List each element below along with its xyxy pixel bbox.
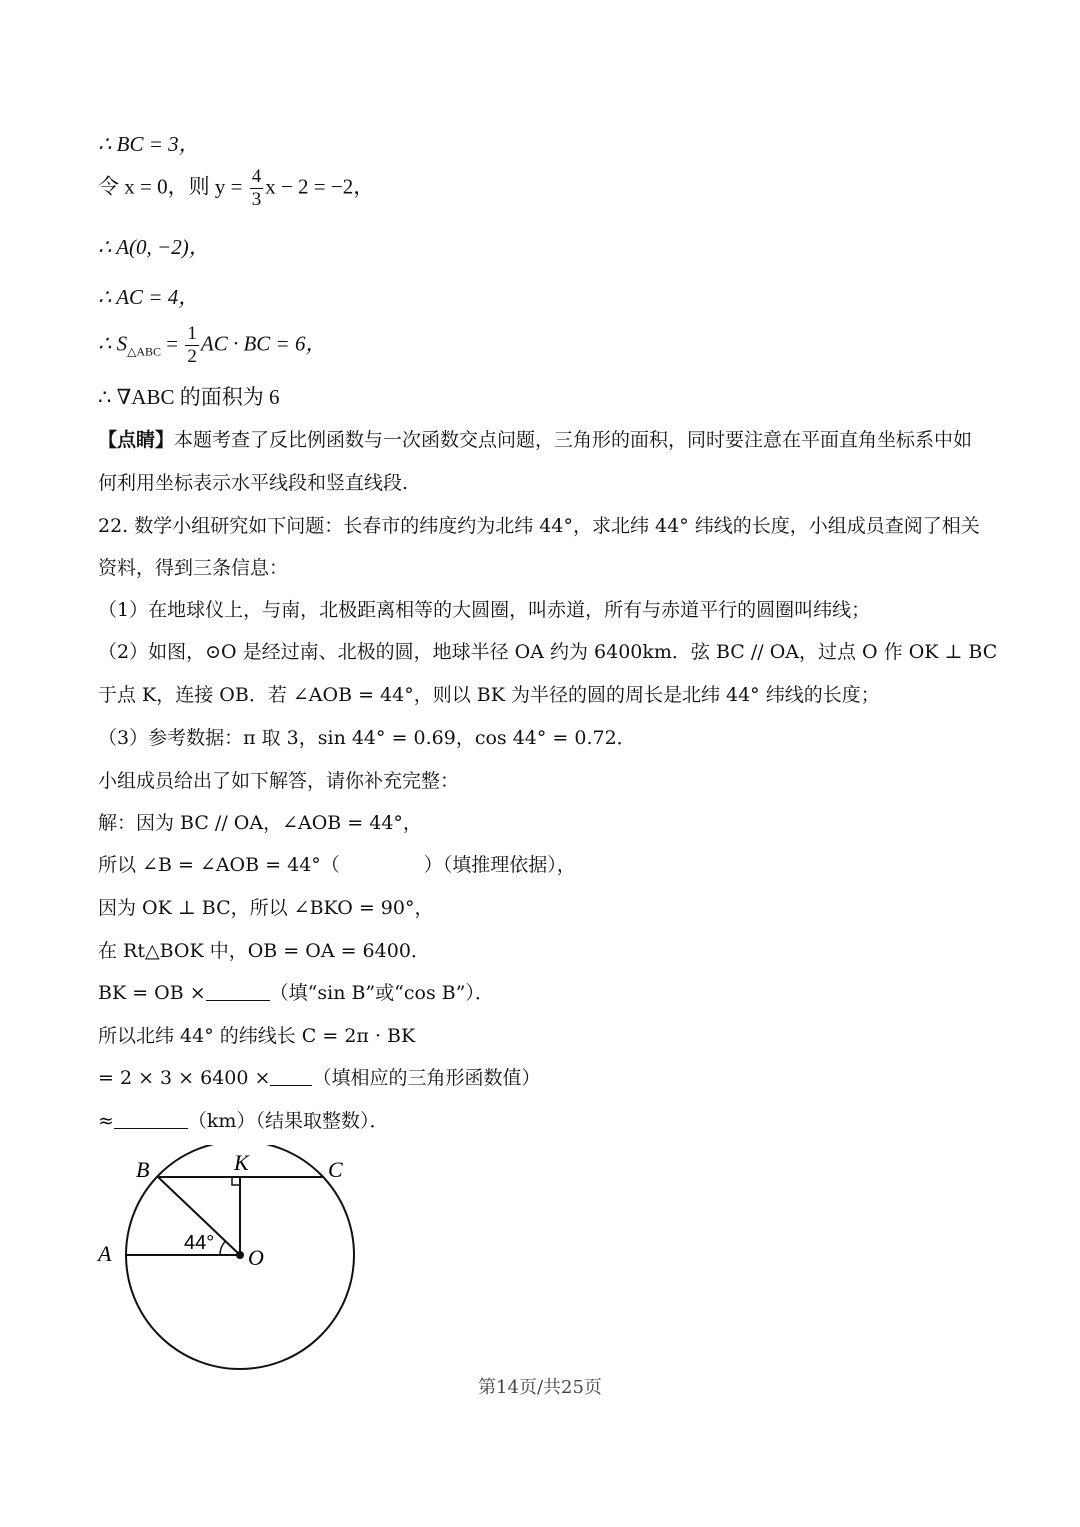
label-C: C [328, 1157, 343, 1182]
solution-line-3: ∴ A(0, −2)， [98, 235, 210, 259]
angle-arc [220, 1241, 226, 1255]
q22-step-1: 解：因为 BC // OA，∠AOB = 44°， [98, 812, 422, 834]
q22-step-5: BK = OB × （填“sin B”或“cos B”）． [98, 982, 494, 1004]
q22-info-2a: （2）如图，⊙O 是经过南、北极的圆，地球半径 OA 约为 6400km．弦 BC // OA，过点 O 作 OK ⊥ BC [98, 641, 998, 663]
result-blank[interactable] [114, 1110, 188, 1129]
q22-intro-line-1: 22. 数学小组研究如下问题：长春市的纬度约为北纬 44°，求北纬 44° 纬线的长度，小组成员查阅了相关 [98, 515, 980, 537]
comment-line-1: 【点睛】本题考查了反比例函数与一次函数交点问题，三角形的面积，同时要注意在平面直角坐标系中如 [98, 429, 973, 451]
comment-line-2: 何利用坐标表示水平线段和竖直线段. [98, 472, 409, 494]
label-O: O [248, 1245, 264, 1270]
label-B: B [136, 1157, 150, 1182]
trig-choice-blank[interactable] [206, 982, 270, 1001]
label-K: K [234, 1150, 249, 1175]
solution-line-4: ∴ AC = 4， [98, 285, 200, 309]
angle-label: 44° [184, 1232, 215, 1254]
fraction-1-2: $\frac{1}{2}$ [187, 323, 197, 367]
solution-line-5: ∴ $S_{\triangle ABC}$ = $\frac{1}{2}$ AC · BC = 6， [98, 323, 327, 367]
q22-intro-line-2: 资料，得到三条信息： [98, 557, 289, 579]
q22-step-7: = 2 × 3 × 6400 × （填相应的三角形函数值） [98, 1067, 541, 1089]
q22-step-6: 所以北纬 44° 的纬线长 C = 2π · BK [98, 1025, 416, 1047]
q22-step-8: ≈ （km）（结果取整数）． [98, 1110, 389, 1132]
q22-step-3: 因为 OK ⊥ BC，所以 ∠BKO = 90°， [98, 897, 434, 919]
center-point-O [236, 1251, 244, 1259]
q22-info-3: （3）参考数据：π 取 3，sin 44° = 0.69，cos 44° = 0.72． [98, 727, 636, 749]
right-angle-mark [232, 1177, 240, 1185]
q22-step-2: 所以 ∠B = ∠AOB = 44°（ ）（填推理依据）， [98, 854, 576, 876]
solution-line-6: ∴ ∇ABC 的面积为 6 [98, 385, 280, 409]
solution-line-1: ∴ BC = 3， [98, 132, 200, 156]
q22-info-1: （1）在地球仪上，与南，北极距离相等的大圆圈，叫赤道，所有与赤道平行的圆圈叫纬线； [98, 599, 871, 621]
q22-prompt: 小组成员给出了如下解答，请你补充完整： [98, 770, 460, 792]
page-footer: 第14页/共25页 [478, 1377, 602, 1398]
fraction-4-3: $\frac{4}{3}$ [251, 166, 262, 210]
q22-info-2b: 于点 K，连接 OB．若 ∠AOB = 44°，则以 BK 为半径的圆的周长是北纬 44° 纬线的长度； [98, 684, 880, 706]
circle-figure [92, 1145, 372, 1373]
solution-line-2: 令 x = 0，则 y = $\frac{4}{3}$ x − 2 = −2， [98, 166, 375, 210]
q22-step-4: 在 Rt△BOK 中，OB = OA = 6400． [98, 940, 430, 962]
trig-value-blank[interactable] [270, 1067, 312, 1086]
label-A: A [98, 1241, 112, 1266]
